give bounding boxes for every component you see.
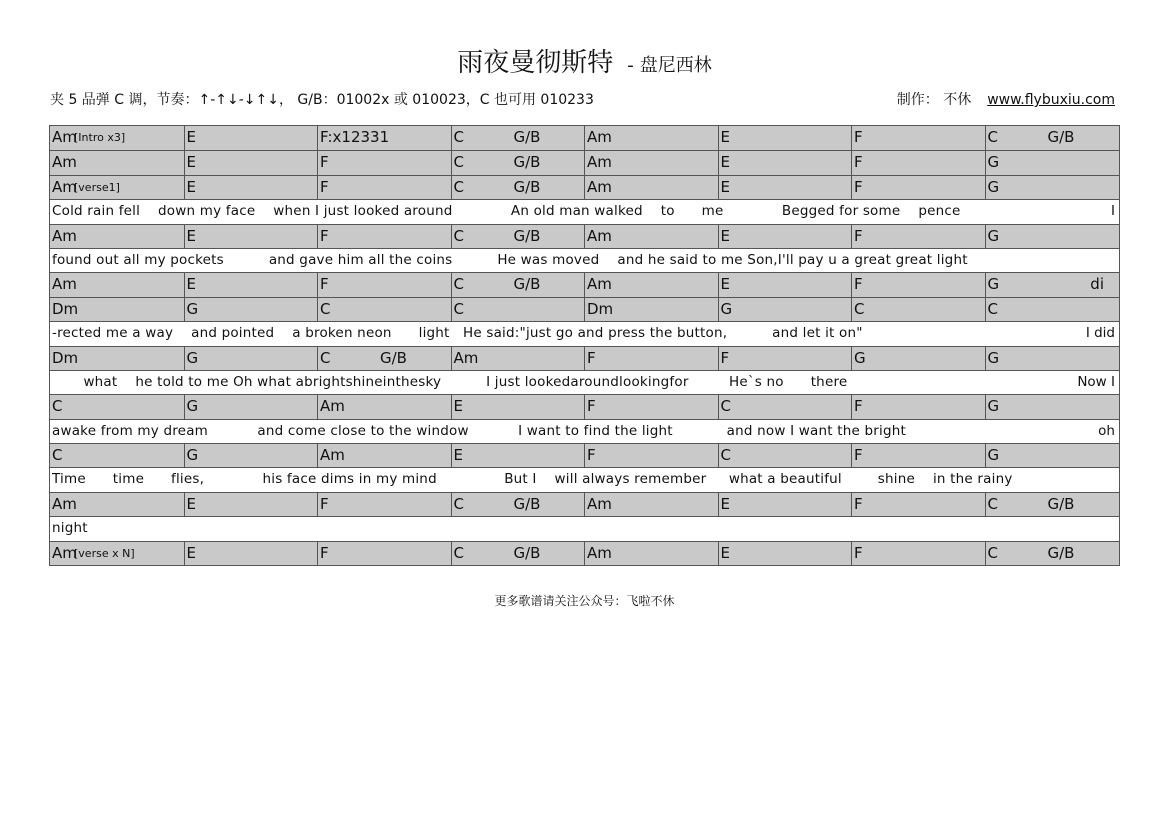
chord-name: C xyxy=(52,397,63,416)
chord-cell xyxy=(584,395,718,418)
lyric-row xyxy=(50,370,1119,394)
lyric-line-end: I did xyxy=(1085,325,1115,342)
chord-name: E xyxy=(720,543,730,562)
chord-cell xyxy=(584,273,718,296)
title-separator: - xyxy=(627,55,634,76)
chord-cell xyxy=(451,225,585,248)
section-marker: [verse1] xyxy=(74,180,120,194)
chord-cell xyxy=(718,395,852,418)
chord-cell xyxy=(184,273,318,296)
chord-cell xyxy=(985,273,1119,296)
lyric-line-end: I xyxy=(1111,203,1115,220)
chord-name: F xyxy=(854,446,863,465)
chord-row xyxy=(50,272,1119,296)
chord-name: F xyxy=(320,275,329,294)
chord-name: C xyxy=(453,299,464,318)
title-bar xyxy=(0,42,1169,79)
chord-cell xyxy=(184,126,318,150)
chord-name: F xyxy=(587,348,596,367)
chord-name: F xyxy=(320,177,329,196)
chord-row xyxy=(50,541,1119,565)
chord-cell xyxy=(718,225,852,248)
chord-name: Am xyxy=(587,543,612,562)
chord-cell xyxy=(184,298,318,321)
chord-name: E xyxy=(453,397,463,416)
chord-name: F xyxy=(320,494,329,513)
chord-cell xyxy=(718,126,852,150)
chord-name: F xyxy=(854,177,863,196)
chord-cell xyxy=(50,176,184,199)
lyric-text: what he told to me Oh what abrightshineinthesky I just lookedaroundlookingfor He`s no there xyxy=(52,373,848,390)
chord-row xyxy=(50,443,1119,467)
chord-name: Am xyxy=(587,226,612,245)
lyric-text: -rected me a way and pointed a broken neon light He said:"just go and press the button, and let it on" xyxy=(52,325,863,342)
chord-name-secondary: G/B xyxy=(513,494,541,513)
chord-row xyxy=(50,150,1119,174)
chord-name: Dm xyxy=(52,348,79,367)
chord-name: G xyxy=(186,299,199,318)
chord-cell xyxy=(584,126,718,150)
chord-cell xyxy=(718,298,852,321)
lyric-row xyxy=(50,248,1119,272)
chord-name: Am xyxy=(587,153,612,172)
chord-cell xyxy=(985,225,1119,248)
capo-rhythm-info: 夹 5 品弹 C 调，节奏：↑-↑↓-↓↑↓， G/B：01002x 或 010023，C 也可用 010233 xyxy=(50,92,594,108)
lyric-row xyxy=(50,516,1119,540)
chord-cell xyxy=(985,151,1119,174)
chord-name: F xyxy=(720,348,730,367)
chord-cell xyxy=(985,298,1119,321)
chord-name: C xyxy=(453,153,464,172)
chord-row xyxy=(50,394,1119,418)
chord-name: C xyxy=(453,275,464,294)
chord-cell xyxy=(718,151,852,174)
chord-name: C xyxy=(320,348,331,367)
chord-cell xyxy=(50,298,184,321)
chord-cell xyxy=(50,493,184,516)
chord-cell xyxy=(718,542,852,565)
chord-name: G xyxy=(987,348,1000,367)
chord-cell xyxy=(851,126,985,150)
chord-cell xyxy=(718,444,852,467)
chord-cell xyxy=(851,395,985,418)
chord-name: F xyxy=(587,446,596,465)
chord-name: G xyxy=(186,397,199,416)
chord-cell xyxy=(184,225,318,248)
chord-name: C xyxy=(987,128,998,146)
chord-name: E xyxy=(720,494,730,513)
chord-name: Dm xyxy=(52,299,79,318)
chord-cell xyxy=(718,176,852,199)
chord-row xyxy=(50,126,1119,150)
chord-cell xyxy=(718,347,852,370)
chord-cell xyxy=(451,151,585,174)
chord-name: Am xyxy=(587,275,612,294)
chord-name: E xyxy=(186,177,196,196)
chord-cell xyxy=(584,542,718,565)
chord-cell xyxy=(317,126,451,150)
chord-cell xyxy=(851,493,985,516)
chord-cell xyxy=(317,176,451,199)
chord-cell xyxy=(851,176,985,199)
chord-name: Am xyxy=(52,543,77,562)
lyric-row xyxy=(50,419,1119,443)
chord-row xyxy=(50,175,1119,199)
chord-name: G xyxy=(987,275,1000,294)
chord-cell xyxy=(451,273,585,296)
chord-name: C xyxy=(453,128,464,146)
chord-name: G xyxy=(854,348,866,367)
chord-sheet xyxy=(49,125,1120,566)
chord-name: Am xyxy=(52,494,77,513)
chord-name: F:x12331 xyxy=(320,128,390,146)
chord-cell xyxy=(50,444,184,467)
chord-row xyxy=(50,346,1119,370)
chord-name: Am xyxy=(320,446,345,465)
chord-name-secondary: G/B xyxy=(513,543,541,562)
chord-name: C xyxy=(453,226,464,245)
lyric-text: Cold rain fell down my face when I just looked around An old man walked to me Begged for some pence xyxy=(52,203,961,220)
chord-cell xyxy=(985,444,1119,467)
chord-name: C xyxy=(453,494,464,513)
chord-cell xyxy=(584,298,718,321)
chord-cell xyxy=(985,493,1119,516)
chord-name: F xyxy=(320,543,329,562)
chord-cell xyxy=(718,493,852,516)
chord-name: G xyxy=(186,446,199,465)
lyric-row xyxy=(50,467,1119,491)
chord-cell xyxy=(317,493,451,516)
chord-name: G xyxy=(987,226,1000,245)
chord-cell xyxy=(451,444,585,467)
chord-cell xyxy=(317,444,451,467)
chord-name: Am xyxy=(587,128,612,146)
chord-name-secondary: G/B xyxy=(1047,494,1075,513)
chord-cell xyxy=(851,151,985,174)
chord-cell xyxy=(584,176,718,199)
chord-name: G xyxy=(987,177,1000,196)
lyric-text: night xyxy=(52,520,88,537)
chord-name: G xyxy=(186,348,199,367)
chord-name: F xyxy=(587,397,596,416)
chord-cell xyxy=(317,542,451,565)
chord-name: E xyxy=(720,128,730,146)
chord-cell xyxy=(184,493,318,516)
chord-name: C xyxy=(720,446,731,465)
chord-cell xyxy=(317,273,451,296)
chord-cell xyxy=(985,347,1119,370)
chord-name: E xyxy=(453,446,463,465)
chord-cell xyxy=(851,225,985,248)
chord-name: E xyxy=(186,226,196,245)
chord-cell xyxy=(985,176,1119,199)
chord-cell xyxy=(851,298,985,321)
chord-name: C xyxy=(453,543,464,562)
chord-name-secondary: G/B xyxy=(513,226,541,245)
chord-name-secondary: G/B xyxy=(513,275,541,294)
chord-cell xyxy=(851,273,985,296)
chord-cell xyxy=(317,347,451,370)
chord-cell xyxy=(184,542,318,565)
chord-cell xyxy=(451,493,585,516)
chord-cell xyxy=(50,395,184,418)
credit xyxy=(897,89,1115,109)
lyric-text: found out all my pockets and gave him all the coins He was moved and he said to me Son,I'll pay u a great great light xyxy=(52,251,968,268)
chord-cell xyxy=(851,444,985,467)
chord-cell xyxy=(451,395,585,418)
chord-name: E xyxy=(720,153,730,172)
chord-name: E xyxy=(186,128,196,146)
chord-name: Am xyxy=(52,275,77,294)
lyric-text: Time time flies, his face dims in my mind But I will always remember what a beautiful shine in the rainy xyxy=(52,471,1013,488)
chord-cell xyxy=(584,347,718,370)
chord-cell xyxy=(584,225,718,248)
chord-name: F xyxy=(854,128,863,146)
chord-name: F xyxy=(320,153,329,172)
chord-name: E xyxy=(720,177,730,196)
chord-name: Am xyxy=(52,226,77,245)
chord-cell xyxy=(184,176,318,199)
chord-cell xyxy=(317,395,451,418)
chord-name: G xyxy=(987,153,1000,172)
chord-cell xyxy=(718,273,852,296)
chord-name: Am xyxy=(587,177,612,196)
chord-name-secondary: G/B xyxy=(513,128,541,146)
chord-name: E xyxy=(186,275,196,294)
chord-cell xyxy=(317,225,451,248)
chord-cell xyxy=(451,298,585,321)
chord-name-secondary: G/B xyxy=(513,177,541,196)
chord-cell xyxy=(317,298,451,321)
chord-name: G xyxy=(987,446,1000,465)
chord-name: C xyxy=(854,299,865,318)
chord-name: Am xyxy=(587,494,612,513)
footer-note: 更多歌谱请关注公众号：飞啦不休 xyxy=(494,594,675,608)
chord-name: F xyxy=(854,275,863,294)
chord-row xyxy=(50,297,1119,321)
chord-name: C xyxy=(987,543,998,562)
chord-cell xyxy=(584,493,718,516)
chord-name: E xyxy=(720,226,730,245)
artist-name: 盘尼西林 xyxy=(639,55,712,76)
chord-name-secondary: G/B xyxy=(380,348,407,367)
chord-cell xyxy=(985,395,1119,418)
chord-name: Am xyxy=(52,177,77,196)
chord-cell xyxy=(50,347,184,370)
chord-row xyxy=(50,224,1119,248)
chord-name: G xyxy=(720,299,733,318)
chord-name: F xyxy=(854,543,863,562)
chord-name: E xyxy=(186,543,196,562)
chord-cell xyxy=(184,395,318,418)
website-link[interactable]: www.flybuxiu.com xyxy=(987,92,1115,108)
lyric-line-end: oh xyxy=(1098,422,1115,439)
chord-cell xyxy=(50,273,184,296)
chord-name-secondary: G/B xyxy=(513,153,541,172)
chord-name: C xyxy=(987,299,998,318)
chord-cell xyxy=(451,126,585,150)
chord-name: F xyxy=(854,226,863,245)
chord-name: F xyxy=(854,494,863,513)
chord-name: G xyxy=(987,397,1000,416)
chord-name: F xyxy=(854,397,863,416)
section-marker: [Intro x3] xyxy=(74,131,126,144)
chord-cell xyxy=(50,126,184,150)
chord-cell xyxy=(184,347,318,370)
credit-label: 制作： 不休 xyxy=(896,92,972,108)
chord-name: Am xyxy=(52,128,77,146)
lyric-row xyxy=(50,321,1119,345)
chord-cell xyxy=(50,151,184,174)
chord-name: C xyxy=(453,177,464,196)
chord-name: C xyxy=(987,494,998,513)
chord-cell xyxy=(317,151,451,174)
chord-cell xyxy=(985,126,1119,150)
chord-name: C xyxy=(720,397,731,416)
chord-cell xyxy=(50,225,184,248)
chord-cell xyxy=(985,542,1119,565)
chord-cell xyxy=(451,347,585,370)
chord-name: Am xyxy=(52,153,77,172)
chord-name: E xyxy=(186,153,196,172)
section-marker: [verse x N] xyxy=(74,546,135,560)
chord-name: Am xyxy=(320,397,345,416)
lyric-fragment: di xyxy=(1090,275,1104,294)
chord-cell xyxy=(184,444,318,467)
chord-name-secondary: G/B xyxy=(1047,543,1075,562)
chord-name: E xyxy=(186,494,196,513)
chord-cell xyxy=(584,151,718,174)
chord-name: F xyxy=(320,226,329,245)
lyric-line-end: Now I xyxy=(1077,373,1115,390)
chord-cell xyxy=(184,151,318,174)
chord-name: E xyxy=(720,275,730,294)
lyric-row xyxy=(50,199,1119,223)
chord-name: Am xyxy=(453,348,479,367)
chord-cell xyxy=(851,347,985,370)
chord-cell xyxy=(451,542,585,565)
chord-cell xyxy=(851,542,985,565)
song-title: 雨夜曼彻斯特 xyxy=(457,48,614,78)
chord-name-secondary: G/B xyxy=(1047,128,1075,146)
chord-cell xyxy=(451,176,585,199)
chord-name: C xyxy=(52,446,63,465)
chord-cell xyxy=(584,444,718,467)
chord-name: Dm xyxy=(587,299,614,318)
chord-name: F xyxy=(854,153,863,172)
chord-name: C xyxy=(320,299,331,318)
chord-cell xyxy=(50,542,184,565)
chord-row xyxy=(50,492,1119,516)
lyric-text: awake from my dream and come close to the window I want to find the light and now I want the bright xyxy=(52,422,906,439)
